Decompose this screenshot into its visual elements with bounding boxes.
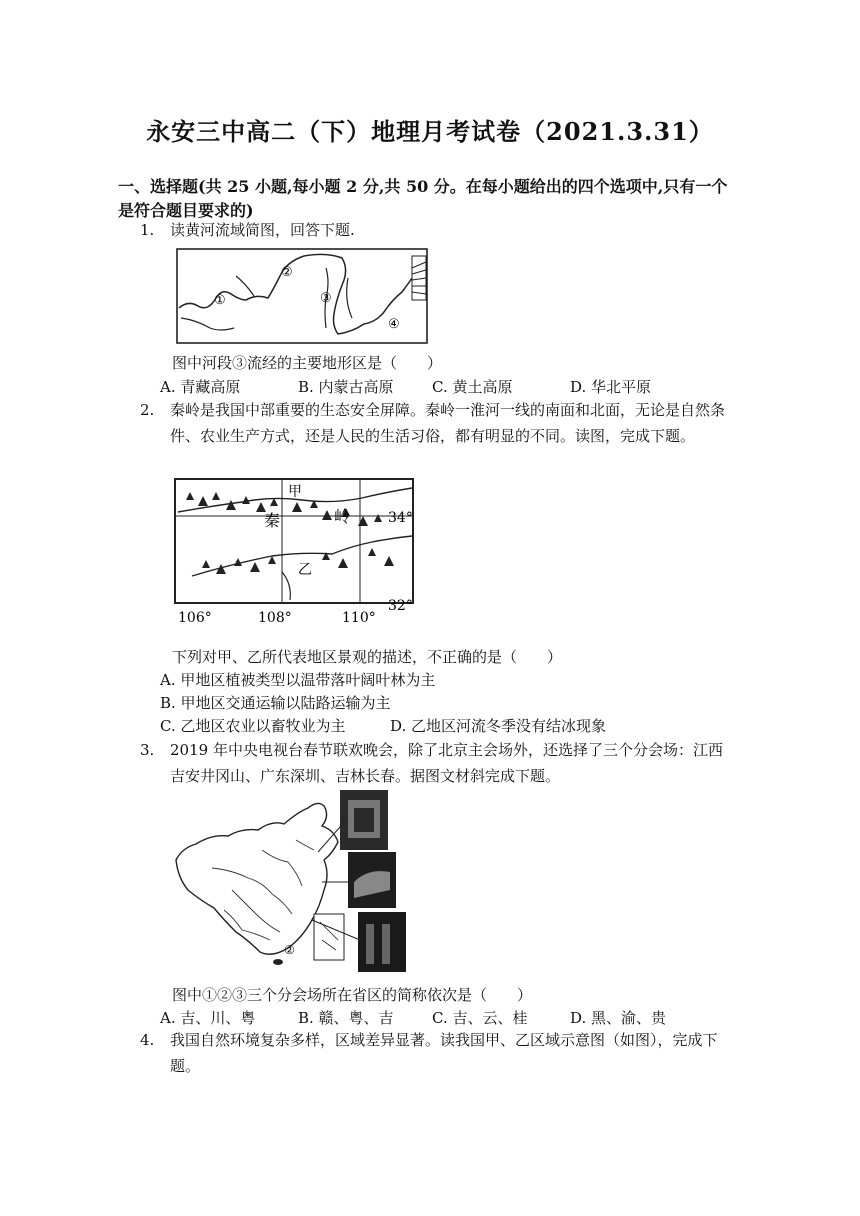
map-label-4: ④ [388, 317, 400, 332]
map-label-ling: 岭 [334, 507, 351, 526]
option-c: C. 乙地区农业以畜牧业为主 [160, 717, 346, 735]
option-d: D. 乙地区河流冬季没有结冰现象 [390, 717, 607, 735]
lon-110: 110° [342, 610, 376, 626]
map-label-3: ③ [320, 291, 332, 306]
map-label-2: ② [281, 265, 293, 280]
lon-108: 108° [258, 610, 292, 626]
question-number: 1. [140, 221, 155, 239]
option-b: B. 甲地区交通运输以陆路运输为主 [160, 694, 391, 712]
option-b: B. 内蒙古高原 [298, 378, 394, 396]
question-number: 3. [140, 741, 155, 759]
lat-34: 34° [388, 510, 413, 526]
option-c: C. 吉、云、桂 [432, 1009, 528, 1027]
question-3 [0, 737, 860, 797]
question-number: 2. [140, 401, 155, 419]
question-stem: 秦岭是我国中部重要的生态安全屏障。秦岭一淮河一线的南面和北面，无论是自然条件、农业生产方式，还是人民的生活习俗，都有明显的不同。读图，完成下题。 [170, 401, 726, 445]
section-heading: 一、选择题(共 25 小题,每小题 2 分,共 50 分。在每小题给出的四个选项中,只有一个是符合题目要求的) [118, 177, 728, 220]
option-b: B. 赣、粤、吉 [298, 1009, 394, 1027]
question-2 [0, 397, 860, 477]
yellow-river-map [176, 248, 428, 344]
question-3-sub: 图中①②③三个分会场所在省区的简称依次是（ ） [172, 986, 533, 1004]
option-a: A. 甲地区植被类型以温带落叶阔叶林为主 [160, 671, 436, 689]
option-a: A. 青藏高原 [160, 378, 241, 396]
lat-32: 32° [388, 598, 413, 614]
question-1-sub: 图中河段③流经的主要地形区是（ ） [172, 354, 443, 372]
option-c: C. 黄土高原 [432, 378, 513, 396]
question-stem: 读黄河流域简图，回答下题. [170, 221, 355, 239]
map-label-jia: 甲 [288, 484, 302, 500]
option-a: A. 吉、川、粤 [160, 1009, 256, 1027]
question-number: 4. [140, 1031, 155, 1049]
map-label-qin: 秦 [264, 511, 281, 530]
page-title: 永安三中高二（下）地理月考试卷（2021.3.31） [146, 117, 714, 146]
map-label-2: ② [284, 943, 295, 957]
option-d: D. 黑、渝、贵 [570, 1009, 667, 1027]
option-d: D. 华北平原 [570, 378, 652, 396]
question-4 [0, 1027, 860, 1083]
question-stem: 2019 年中央电视台春节联欢晚会，除了北京主会场外，还选择了三个分会场：江西吉安井冈山、广东深圳、吉林长春。据图文材斜完成下题。 [170, 741, 723, 785]
china-map-figure [172, 790, 422, 972]
question-stem: 我国自然环境复杂多样，区域差异显著。读我国甲、乙区域示意图（如图），完成下题。 [170, 1031, 718, 1075]
question-2-sub: 下列对甲、乙所代表地区景观的描述，不正确的是（ ） [172, 648, 563, 666]
map-label-1: ① [214, 293, 226, 308]
map-label-yi: 乙 [298, 562, 312, 578]
qinling-map [172, 476, 420, 628]
lon-106: 106° [178, 610, 212, 626]
